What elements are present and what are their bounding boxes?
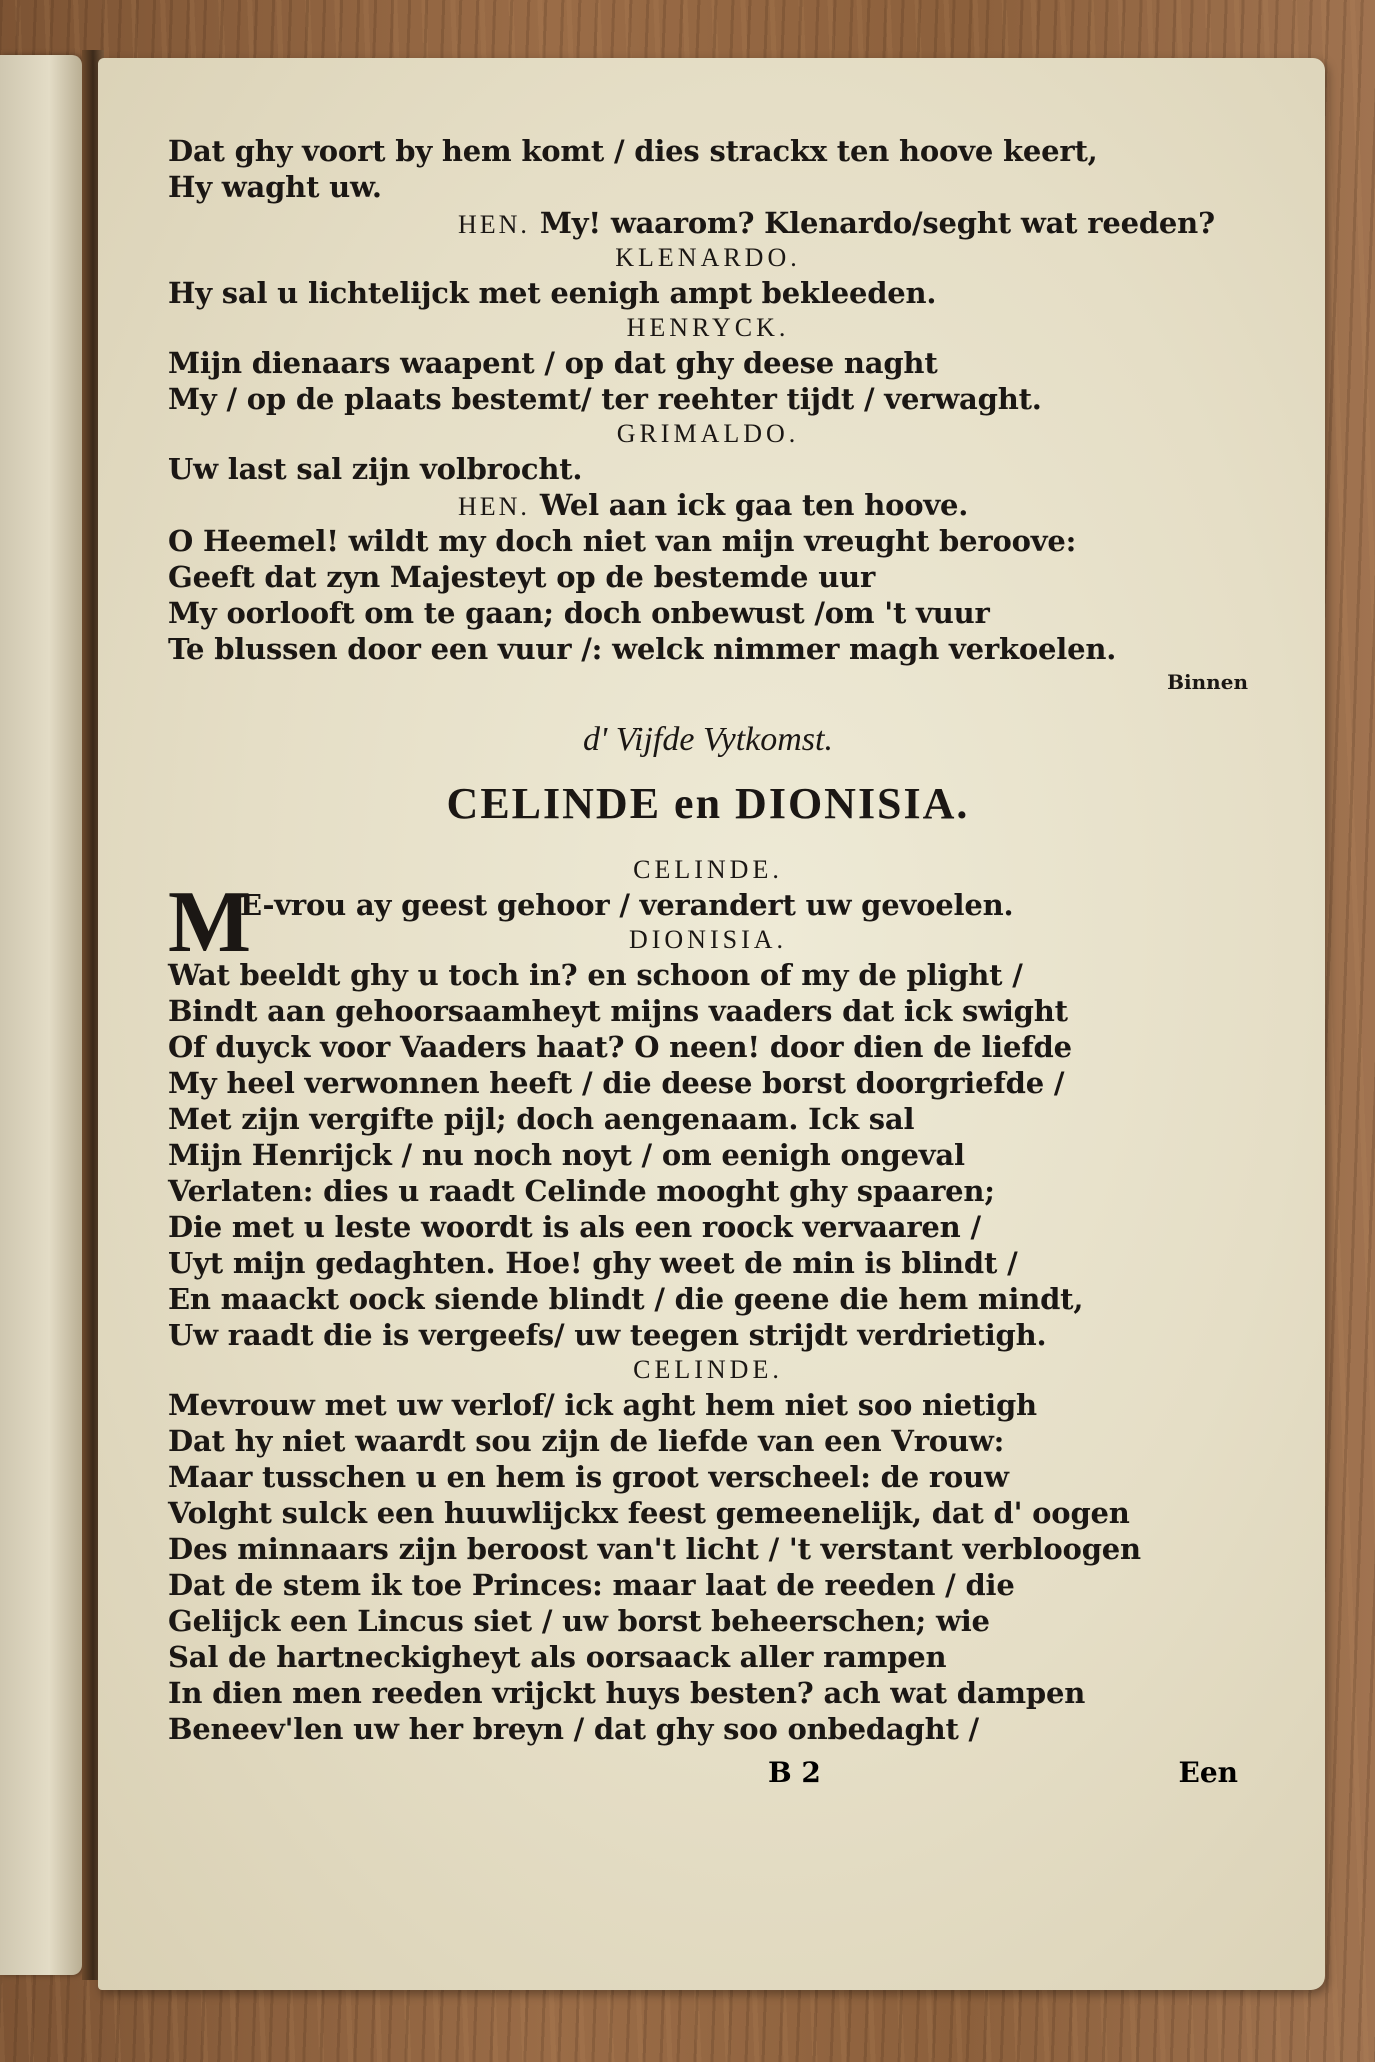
verse-line: Hy waght uw. [168, 170, 382, 204]
speaker-heading: KLENARDO. [615, 243, 801, 272]
verse-line: Sal de hartneckigheyt als oorsaack aller rampen [168, 1640, 947, 1674]
verse-line: Geeft dat zyn Majesteyt op de bestemde uur [168, 560, 876, 594]
verse-line: Maar tusschen u en hem is groot verscheel: de rouw [168, 1460, 1009, 1494]
book-page [98, 58, 1325, 1990]
speaker-heading: GRIMALDO. [616, 419, 800, 448]
verse-line: My heel verwonnen heeft / die deese borst doorgriefde / [168, 1066, 1065, 1100]
verse-line: My / op de plaats bestemt/ ter reehter tijdt / verwaght. [168, 382, 1042, 416]
verse-line: Bindt aan gehoorsaamheyt mijns vaaders dat ick swight [168, 994, 1068, 1028]
verse-line: Dat hy niet waardt sou zijn de liefde van een Vrouw: [168, 1424, 1005, 1458]
verse-line: Te blussen door een vuur /: welck nimmer magh verkoelen. [168, 632, 1117, 666]
drop-cap: M [168, 874, 251, 971]
text-block [168, 133, 1248, 1747]
verse-line: In dien men reeden vrijckt huys besten? ach wat dampen [168, 1676, 1086, 1710]
verse-line: Wat beeldt ghy u toch in? en schoon of my de plight / [168, 958, 1023, 992]
speaker-label: HEN. [458, 492, 530, 521]
verse-line: Des minnaars zijn beroost van't licht / 't verstant verbloogen [168, 1532, 1141, 1566]
catchword: Binnen [1167, 670, 1248, 694]
verse-line: En maackt oock siende blindt / die geene die hem mindt, [168, 1282, 1084, 1316]
verse-line: Uyt mijn gedaghten. Hoe! ghy weet de min is blindt / [168, 1246, 1018, 1280]
verse-line: Gelijck een Lincus siet / uw borst beheerschen; wie [168, 1604, 990, 1638]
verse-line: My oorlooft om te gaan; doch onbewust /om 't vuur [168, 596, 990, 630]
verse-line [168, 487, 1248, 523]
verse-line: Dat de stem ik toe Princes: maar laat de reeden / die [168, 1568, 1015, 1602]
verse-line: Mevrouw met uw verlof/ ick aght hem niet soo nietigh [168, 1388, 1037, 1422]
verse-line: O Heemel! wildt my doch niet van mijn vreught beroove: [168, 524, 1077, 558]
verse-text: My! waarom? Klenardo/seght wat reeden? [539, 206, 1215, 240]
speaker-label: HEN. [458, 210, 530, 239]
page-footer [168, 1756, 1248, 1800]
signature-mark: B 2 [768, 1756, 821, 1789]
verse-line: Dat ghy voort by hem komt / dies strackx ten hoove keert, [168, 134, 1098, 168]
scene-heading: d' Vijfde Vytkomst. [583, 721, 833, 758]
verse-line: Verlaten: dies u raadt Celinde mooght ghy spaaren; [168, 1174, 995, 1208]
verse-line [168, 205, 1248, 241]
verse-line: Mijn dienaars waapent / op dat ghy deese naght [168, 346, 938, 380]
speaker-heading: HENRYCK. [626, 313, 790, 342]
verse-line: Die met u leste woordt is als een roock vervaaren / [168, 1210, 981, 1244]
verse-text: E-vrou ay geest gehoor / verandert uw gevoelen. [240, 888, 1014, 922]
verse-line: Met zijn vergifte pijl; doch aengenaam. Ick sal [168, 1102, 915, 1136]
scene-characters: CELINDE en DIONISIA. [446, 779, 970, 828]
catchword: Een [1178, 1756, 1238, 1789]
verse-line: Hy sal u lichtelijck met eenigh ampt bekleeden. [168, 276, 937, 310]
speaker-heading: CELINDE. [633, 855, 783, 884]
speaker-heading: DIONISIA. [628, 925, 788, 954]
verse-line: Uw raadt die is vergeefs/ uw teegen strijdt verdrietigh. [168, 1318, 1047, 1352]
verse-text: Wel aan ick gaa ten hoove. [539, 488, 969, 522]
verse-line: Uw last sal zijn volbrocht. [168, 452, 583, 486]
verse-line: Beneev'len uw her breyn / dat ghy soo onbedaght / [168, 1712, 979, 1746]
facing-page-edge [0, 55, 82, 1975]
verse-line: Mijn Henrijck / nu noch noyt / om eenigh ongeval [168, 1138, 965, 1172]
verse-line: Volght sulck een huuwlijckx feest gemeenelijk, dat d' oogen [168, 1496, 1130, 1530]
speaker-heading: CELINDE. [633, 1355, 783, 1384]
verse-line: Of duyck voor Vaaders haat? O neen! door dien de liefde [168, 1030, 1072, 1064]
